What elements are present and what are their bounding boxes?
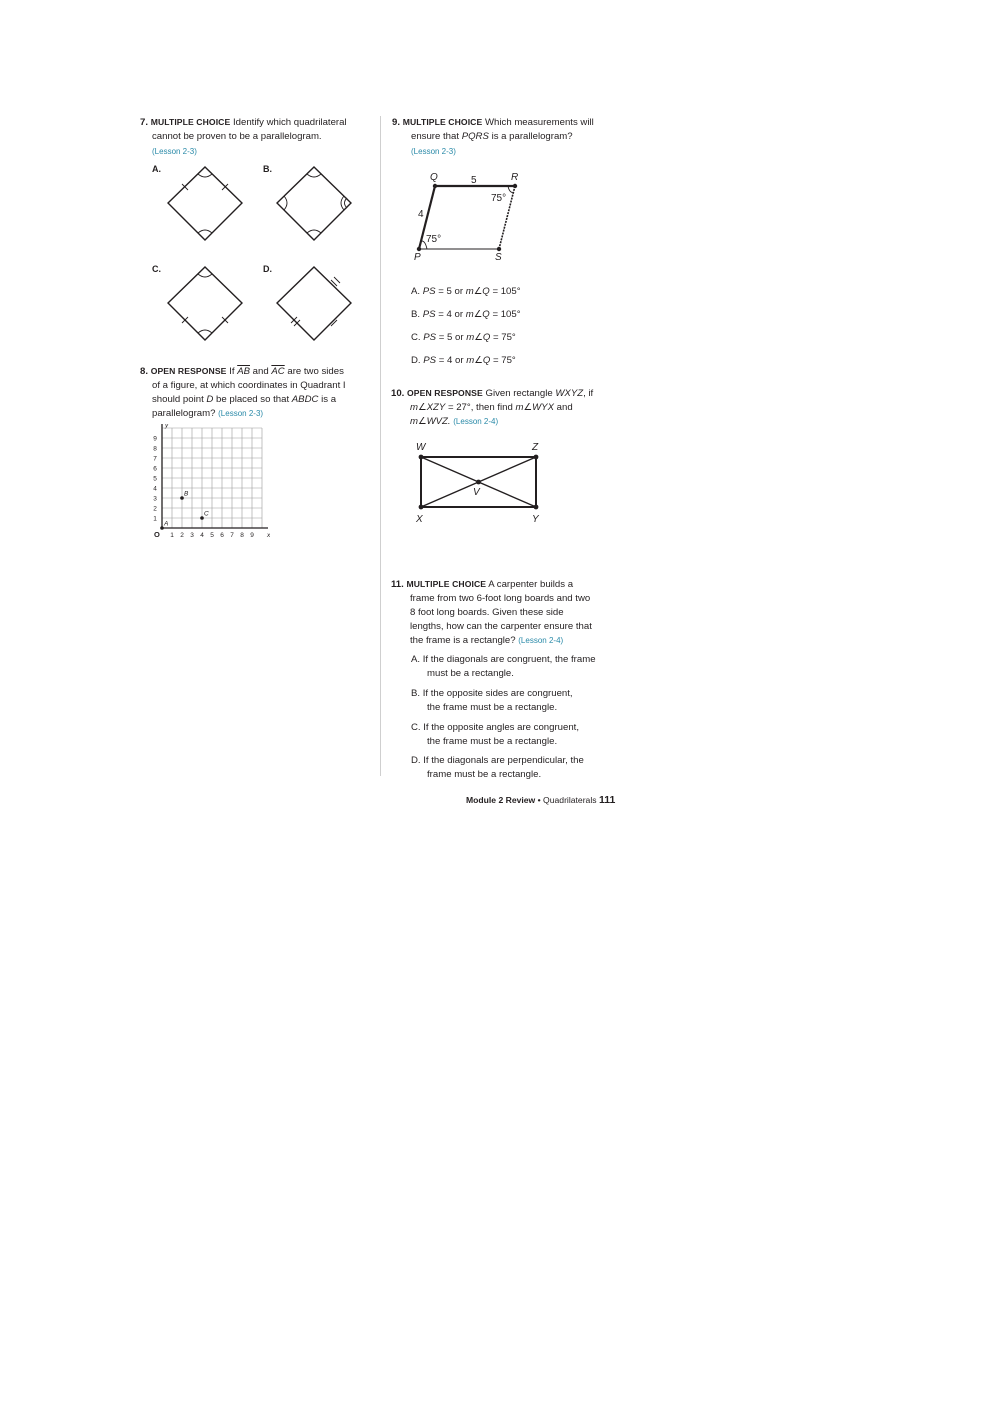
point-label-a: A — [164, 520, 169, 528]
footer-bullet: • — [537, 795, 541, 805]
q7-quad-a-angle-top — [198, 174, 212, 177]
q7-line1 — [140, 115, 380, 130]
q8-text-line3 — [140, 393, 380, 407]
q10-text-b: , if — [583, 388, 594, 399]
q9-lesson-link[interactable]: (Lesson 2-3) — [411, 147, 456, 156]
y-tick-label: 5 — [153, 475, 157, 483]
q9-line1 — [392, 115, 632, 130]
q9-option-text: = 4 or — [438, 355, 464, 366]
q11-option-a[interactable] — [411, 653, 636, 687]
q8-line3-c: is a — [321, 394, 337, 405]
q11-lesson-link[interactable]: (Lesson 2-4) — [518, 636, 564, 645]
footer-topic: Quadrilaterals — [543, 795, 597, 805]
q9-parallelogram-figure — [405, 165, 535, 265]
q8-text-line4 — [140, 407, 380, 421]
q9-option-value: = 105° — [492, 309, 521, 320]
q10-point-x — [419, 505, 424, 510]
q9-option-angle: m∠Q — [466, 355, 491, 366]
q11-option-line2: frame must be a rectangle. — [427, 769, 542, 780]
question-7 — [140, 115, 380, 159]
q9-point-p — [417, 247, 421, 251]
q9-text-line2 — [392, 130, 632, 144]
q9-point-q — [433, 184, 437, 188]
q10-point-w — [419, 455, 424, 460]
q10-angle-xzy: m∠XZY — [410, 402, 446, 413]
y-tick-label: 9 — [153, 435, 157, 443]
q8-line4: parallelogram? — [152, 408, 216, 419]
q9-option-d[interactable] — [411, 354, 521, 377]
q10-point-v — [476, 480, 481, 485]
q7-text-line2: cannot be proven to be a parallelogram. — [152, 131, 322, 142]
q10-number: 10. — [391, 388, 405, 399]
q10-label-v: V — [473, 487, 480, 498]
q7-quad-b-angle-bottom — [307, 230, 321, 233]
page-number: 111 — [598, 794, 616, 806]
q11-option-line1: B. If the opposite sides are congruent, — [411, 688, 573, 699]
q9-label-p: P — [414, 252, 421, 263]
q11-option-line2: must be a rectangle. — [427, 668, 514, 679]
q9-option-letter: B. — [411, 309, 421, 320]
q9-label-r: R — [511, 172, 519, 183]
q11-text-line3: 8 foot long boards. Given these side — [410, 607, 564, 618]
q11-option-b[interactable] — [411, 687, 636, 721]
y-axis-label: y — [165, 424, 169, 429]
q8-segment-ab: $\overline{AB}$ — [237, 366, 250, 377]
x-tick-label: 1 — [170, 532, 174, 539]
q9-line2-a: ensure that — [411, 131, 460, 142]
q9-option-text: = 5 or — [438, 286, 464, 297]
y-tick-label: 3 — [153, 495, 157, 503]
x-tick-label: 9 — [250, 532, 254, 539]
y-tick-label: 1 — [153, 515, 157, 523]
q10-lesson-link[interactable]: (Lesson 2-4) — [453, 417, 499, 426]
q7-text: Identify which quadrilateral — [233, 117, 347, 128]
q9-label-side-left: 4 — [418, 209, 424, 220]
q9-option-text: = 5 or — [438, 332, 464, 343]
x-tick-label: 2 — [180, 532, 184, 539]
q9-option-a[interactable] — [411, 285, 521, 308]
q10-line1 — [391, 386, 631, 401]
q10-point-y — [534, 505, 539, 510]
q11-text-line5 — [391, 634, 631, 648]
q7-quad-b-angle-top — [307, 174, 321, 177]
footer-module: Module 2 Review — [466, 795, 536, 805]
q7-quad-d — [277, 267, 351, 340]
q7-quad-d-tick-tr-2 — [334, 277, 340, 283]
q10-line2 — [391, 401, 631, 415]
q9-option-angle: m∠Q — [465, 286, 490, 297]
q9-label-q: Q — [430, 172, 438, 183]
q7-quad-c-angle-bottom — [198, 330, 212, 333]
q10-angle-wyx: m∠WYX — [515, 402, 554, 413]
point-label-c: C — [204, 510, 209, 518]
y-tick-label: 4 — [153, 485, 157, 493]
q9-keyword: MULTIPLE CHOICE — [402, 117, 483, 127]
q7-option-b-label: B. — [263, 164, 272, 174]
q11-option-line2: the frame must be a rectangle. — [427, 702, 558, 713]
q10-wxyz: WXYZ — [555, 388, 584, 399]
q10-text-a: Given rectangle — [485, 388, 553, 399]
q9-option-letter: A. — [411, 286, 421, 297]
q8-keyword: OPEN RESPONSE — [150, 366, 227, 376]
q8-point-d: D — [206, 394, 214, 405]
q8-line3-b: be placed so that — [216, 394, 290, 405]
q9-option-ps: PS — [422, 309, 436, 320]
q9-option-value: = 75° — [492, 355, 516, 366]
q10-rectangle-figure — [408, 437, 548, 529]
q9-label-angle-r: 75° — [491, 193, 507, 204]
question-10 — [391, 386, 631, 429]
q11-option-line1: D. If the diagonals are perpendicular, the — [411, 755, 584, 766]
q9-option-letter: D. — [411, 355, 421, 366]
q7-quad-a-angle-bottom — [198, 230, 212, 233]
q8-segment-ac: $\overline{AC}$ — [271, 366, 285, 377]
q9-label-s: S — [495, 252, 502, 263]
q9-text: Which measurements will — [485, 117, 594, 128]
q9-point-s — [497, 247, 501, 251]
q10-label-w: W — [416, 442, 426, 453]
q11-number: 11. — [391, 579, 404, 590]
page-footer — [466, 794, 615, 806]
q11-keyword: MULTIPLE CHOICE — [406, 579, 487, 589]
q9-option-value: = 105° — [492, 286, 521, 297]
q11-option-line1: C. If the opposite angles are congruent, — [411, 722, 579, 733]
q11-option-c[interactable] — [411, 721, 636, 754]
y-tick-label: 7 — [153, 455, 157, 463]
q10-keyword: OPEN RESPONSE — [407, 388, 483, 398]
point-label-b: B — [184, 490, 189, 498]
q7-quad-c — [168, 267, 242, 340]
q9-option-ps: PS — [423, 332, 437, 343]
q9-label-angle-p: 75° — [426, 234, 442, 245]
q9-option-b[interactable] — [411, 308, 521, 331]
q8-abdc: ABDC — [291, 394, 319, 405]
q10-line2-b: = 27°, then find — [447, 402, 513, 413]
q7-quad-c-angle-top — [198, 274, 212, 277]
q8-number: 8. — [140, 366, 149, 377]
q9-point-r — [513, 184, 517, 188]
y-tick-label: 6 — [153, 465, 157, 473]
q9-option-text: = 4 or — [438, 309, 464, 320]
q9-option-value: = 75° — [492, 332, 516, 343]
q10-angle-wvz: m∠WVZ. — [410, 416, 451, 427]
q11-option-line2: the frame must be a rectangle. — [427, 736, 558, 747]
q8-lesson-link[interactable]: (Lesson 2-3) — [218, 409, 264, 418]
q7-option-d-label: D. — [263, 264, 272, 274]
q9-option-letter: C. — [411, 332, 421, 343]
question-11 — [391, 577, 631, 648]
q8-line3-a: should point — [152, 394, 204, 405]
column-divider — [380, 116, 381, 776]
x-tick-label: 7 — [230, 532, 234, 539]
origin-label: O — [154, 530, 160, 539]
q7-quad-b-angle-left — [284, 196, 287, 210]
q11-option-d[interactable] — [411, 754, 636, 788]
question-9 — [392, 115, 632, 159]
q7-quad-a — [168, 167, 242, 240]
y-tick-label: 8 — [153, 445, 157, 453]
q7-lesson-link[interactable]: (Lesson 2-3) — [152, 147, 197, 156]
x-tick-label: 8 — [240, 532, 244, 539]
q8-text-if: If — [229, 366, 235, 377]
q9-option-c[interactable] — [411, 331, 521, 354]
q9-option-angle: m∠Q — [466, 332, 491, 343]
q11-text-line1: A carpenter builds a — [488, 579, 574, 590]
q9-option-angle: m∠Q — [465, 309, 490, 320]
q8-line1 — [140, 364, 380, 379]
q7-option-a-label: A. — [152, 164, 161, 174]
q10-label-z: Z — [532, 442, 539, 453]
x-axis-label: x — [267, 532, 270, 539]
q10-line3 — [391, 415, 631, 429]
q7-keyword: MULTIPLE CHOICE — [150, 117, 231, 127]
q9-number: 9. — [392, 117, 401, 128]
q11-option-line1: A. If the diagonals are congruent, the frame — [411, 654, 596, 665]
q10-point-z — [534, 455, 539, 460]
q10-label-y: Y — [532, 514, 539, 525]
q8-text-line2: of a figure, at which coordinates in Quadrant I — [152, 380, 346, 391]
q7-option-c-label: C. — [152, 264, 161, 274]
q9-label-side-top: 5 — [471, 175, 477, 186]
q7-quad-b-angle-right-1 — [341, 196, 344, 210]
q11-line1 — [391, 577, 631, 592]
q7-number: 7. — [140, 117, 149, 128]
q8-coordinate-grid — [148, 424, 270, 542]
question-8 — [140, 364, 380, 421]
q8-text-and: and — [252, 366, 269, 377]
q9-option-ps: PS — [422, 286, 436, 297]
q8-text-are: are two sides — [287, 366, 344, 377]
x-tick-label: 4 — [200, 532, 204, 539]
q9-pqrs: PQRS — [461, 131, 489, 142]
q10-label-x: X — [416, 514, 423, 525]
q7-quadrilateral-figures — [160, 160, 360, 350]
q11-text-line2: frame from two 6-foot long boards and two — [410, 593, 591, 604]
q11-text-line4: lengths, how can the carpenter ensure that — [410, 621, 592, 632]
q9-option-ps: PS — [423, 355, 437, 366]
q7-quad-b — [277, 167, 351, 240]
q11-options — [411, 653, 636, 788]
q10-line2-d: and — [556, 402, 573, 413]
q9-line2-c: is a parallelogram? — [491, 131, 573, 142]
q11-line5-text: the frame is a rectangle? — [410, 635, 516, 646]
x-tick-label: 3 — [190, 532, 194, 539]
q9-options — [411, 285, 521, 377]
y-tick-label: 2 — [153, 505, 157, 513]
x-tick-label: 6 — [220, 532, 224, 539]
x-tick-label: 5 — [210, 532, 214, 539]
